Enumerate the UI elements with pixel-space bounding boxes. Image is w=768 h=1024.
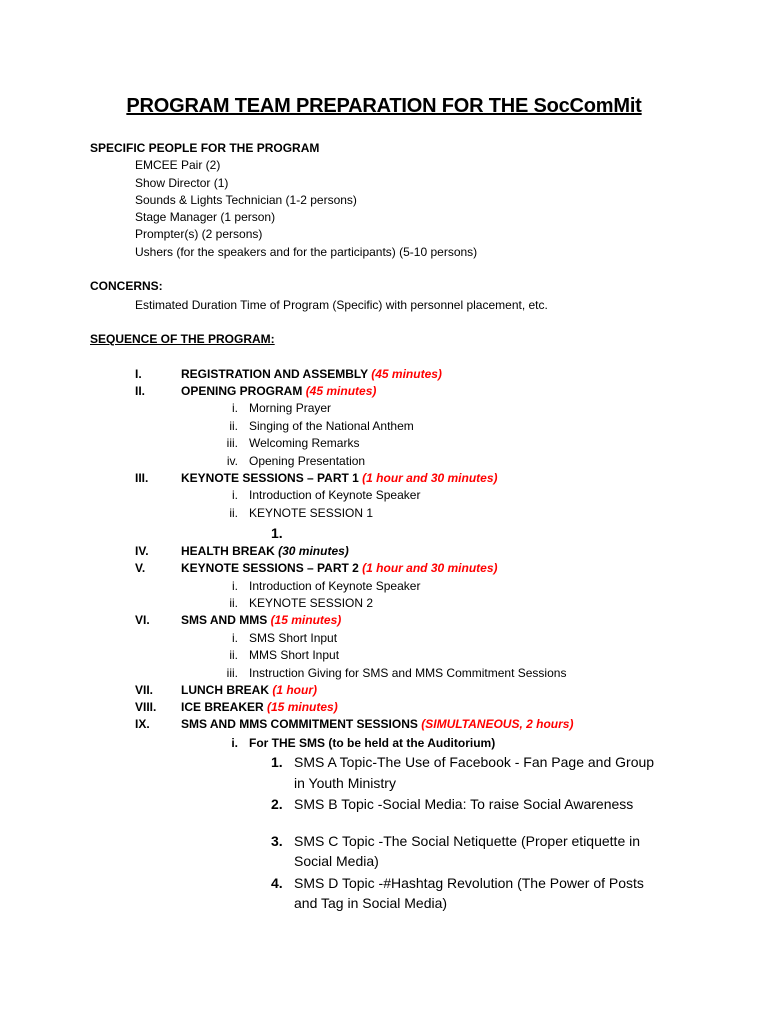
topic-number: 4. bbox=[271, 875, 283, 891]
duration: (SIMULTANEOUS, 2 hours) bbox=[421, 717, 574, 731]
sub-number: i. bbox=[232, 401, 238, 415]
duration: (1 hour and 30 minutes) bbox=[362, 471, 498, 485]
people-item: Prompter(s) (2 persons) bbox=[135, 227, 263, 241]
sequence-number: IV. bbox=[135, 544, 149, 558]
sequence-number: IX. bbox=[135, 717, 150, 731]
people-item: Show Director (1) bbox=[135, 176, 229, 190]
duration: (15 minutes) bbox=[267, 700, 338, 714]
topic-number: 1. bbox=[271, 754, 283, 770]
people-item: EMCEE Pair (2) bbox=[135, 158, 221, 172]
topic-number: 3. bbox=[271, 833, 283, 849]
sub-item: For THE SMS (to be held at the Auditorium) bbox=[249, 736, 496, 750]
sub-number: ii. bbox=[229, 419, 238, 433]
sub-item: Instruction Giving for SMS and MMS Commitment Sessions bbox=[249, 666, 567, 680]
document-title: PROGRAM TEAM PREPARATION FOR THE SocComMit bbox=[126, 95, 642, 117]
sub-item: KEYNOTE SESSION 1 bbox=[249, 506, 374, 520]
topic-line: SMS B Topic -Social Media: To raise Social Awareness bbox=[294, 796, 634, 812]
sequence-number: VII. bbox=[135, 683, 154, 697]
people-item: Stage Manager (1 person) bbox=[135, 210, 276, 224]
sub-item: SMS Short Input bbox=[249, 631, 338, 645]
sequence-number: I. bbox=[135, 367, 142, 381]
sequence-item: LUNCH BREAK (1 hour) bbox=[181, 683, 318, 697]
sub-number: i. bbox=[232, 579, 238, 593]
sequence-item: KEYNOTE SESSIONS – PART 2 (1 hour and 30 minutes) bbox=[181, 561, 498, 575]
people-item: Ushers (for the speakers and for the participants) (5-10 persons) bbox=[135, 245, 478, 259]
sequence-number: II. bbox=[135, 384, 146, 398]
sub-item: Singing of the National Anthem bbox=[249, 419, 414, 433]
sub-number: i. bbox=[231, 736, 238, 750]
sequence-item: SMS AND MMS COMMITMENT SESSIONS (SIMULTANEOUS, 2 hours) bbox=[181, 717, 574, 731]
sub-number: i. bbox=[232, 488, 238, 502]
topic-line: SMS A Topic-The Use of Facebook - Fan Page and Group bbox=[294, 754, 655, 770]
sub-number: ii. bbox=[229, 648, 238, 662]
topic-line: SMS C Topic -The Social Netiquette (Proper etiquette in bbox=[294, 833, 641, 849]
concerns-text: Estimated Duration Time of Program (Specific) with personnel placement, etc. bbox=[135, 298, 548, 312]
sub-number: ii. bbox=[229, 596, 238, 610]
sub-item: Opening Presentation bbox=[249, 454, 366, 468]
sequence-number: VI. bbox=[135, 613, 150, 627]
sequence-item: REGISTRATION AND ASSEMBLY (45 minutes) bbox=[181, 367, 442, 381]
topic-number: 2. bbox=[271, 796, 283, 812]
sub-item: Welcoming Remarks bbox=[249, 436, 360, 450]
duration: (30 minutes) bbox=[278, 544, 349, 558]
sub-item: MMS Short Input bbox=[249, 648, 340, 662]
topic-line: and Tag in Social Media) bbox=[294, 895, 448, 911]
sequence-item: OPENING PROGRAM (45 minutes) bbox=[181, 384, 377, 398]
sub-item: Introduction of Keynote Speaker bbox=[249, 488, 421, 502]
duration: (15 minutes) bbox=[270, 613, 342, 627]
concerns-heading: CONCERNS: bbox=[90, 279, 163, 293]
empty-list-number: 1. bbox=[271, 525, 283, 541]
duration: (1 hour and 30 minutes) bbox=[362, 561, 498, 575]
sequence-number: V. bbox=[135, 561, 146, 575]
sub-number: i. bbox=[232, 631, 238, 645]
sub-item: Introduction of Keynote Speaker bbox=[249, 579, 421, 593]
sub-item: KEYNOTE SESSION 2 bbox=[249, 596, 374, 610]
sequence-heading: SEQUENCE OF THE PROGRAM: bbox=[90, 332, 275, 346]
sequence-number: III. bbox=[135, 471, 149, 485]
sequence-item: SMS AND MMS (15 minutes) bbox=[181, 613, 342, 627]
sequence-number: VIII. bbox=[135, 700, 157, 714]
duration: (1 hour) bbox=[272, 683, 318, 697]
sequence-item: KEYNOTE SESSIONS – PART 1 (1 hour and 30 minutes) bbox=[181, 471, 498, 485]
sub-number: iii. bbox=[226, 436, 238, 450]
sub-number: iv. bbox=[226, 454, 238, 468]
sub-number: ii. bbox=[229, 506, 238, 520]
people-item: Sounds & Lights Technician (1-2 persons) bbox=[135, 193, 357, 207]
duration: (45 minutes) bbox=[305, 384, 377, 398]
sequence-item: HEALTH BREAK (30 minutes) bbox=[181, 544, 349, 558]
sub-number: iii. bbox=[226, 666, 238, 680]
people-heading: SPECIFIC PEOPLE FOR THE PROGRAM bbox=[90, 141, 320, 155]
topic-line: Social Media) bbox=[294, 853, 379, 869]
topic-line: SMS D Topic -#Hashtag Revolution (The Power of Posts bbox=[294, 875, 644, 891]
topic-line: in Youth Ministry bbox=[294, 775, 396, 791]
sub-item: Morning Prayer bbox=[249, 401, 332, 415]
sequence-item: ICE BREAKER (15 minutes) bbox=[181, 700, 338, 714]
duration: (45 minutes) bbox=[371, 367, 442, 381]
